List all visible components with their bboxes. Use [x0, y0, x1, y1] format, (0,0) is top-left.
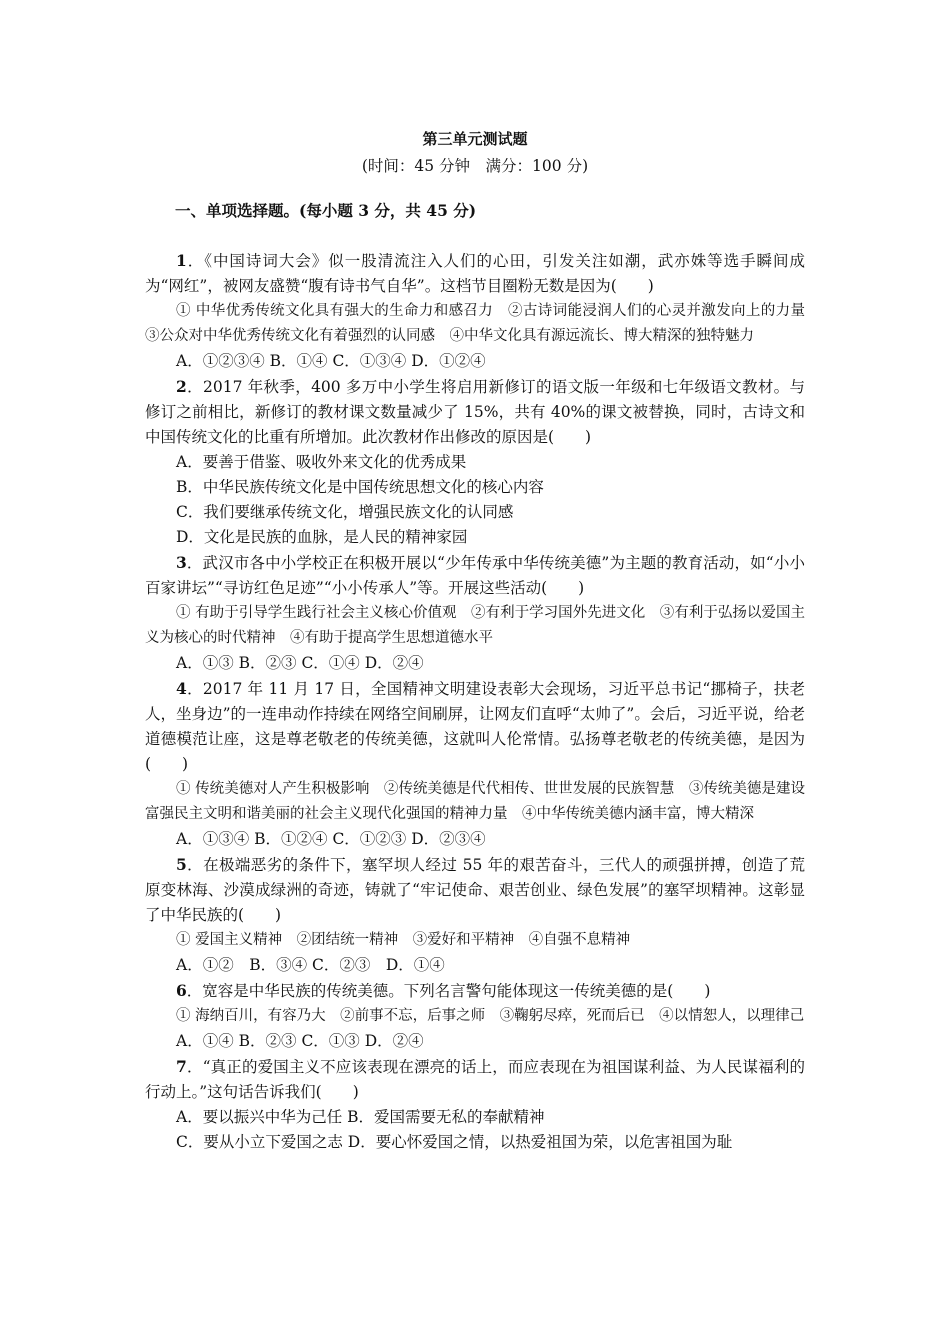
question-2	[145, 374, 805, 550]
question-number: 1	[176, 251, 187, 270]
answer-option-d: D．文化是民族的血脉，是人民的精神家园	[176, 528, 468, 546]
question-number: 3	[176, 553, 187, 572]
question-number: 6	[176, 981, 187, 1000]
answer-options: A．①②③④ B．①④ C．①③④ D．①②④	[176, 352, 486, 370]
answer-option-b: B．中华民族传统文化是中国传统思想文化的核心内容	[176, 478, 544, 496]
answer-options: A．①③④ B．①②④ C．①②③ D．②③④	[176, 830, 486, 848]
answer-option-c: C．我们要继承传统文化，增强民族文化的认同感	[176, 503, 514, 521]
question-4	[145, 676, 805, 852]
answer-options-cd: C．要从小立下爱国之志 D．要心怀爱国之情，以热爱祖国为荣，以危害祖国为耻	[176, 1133, 733, 1151]
answer-options: A．①③ B．②③ C．①④ D．②④	[176, 654, 424, 672]
answer-options: A．①④ B．②③ C．①③ D．②④	[176, 1032, 424, 1050]
question-items: ① 传统美德对人产生积极影响 ②传统美德是代代相传、世世发展的民族智慧 ③传统美德是建设富强民主文明和谐美丽的社会主义现代化强国的精神力量 ④中华传统美德内涵丰富，博大精深	[145, 781, 805, 822]
answer-options: A．①② B．③④ C．②③ D．①④	[176, 956, 445, 974]
question-stem: 5．在极端恶劣的条件下，塞罕坝人经过 55 年的艰苦奋斗，三代人的顽强拼搏，创造了荒原变林海、沙漠成绿洲的奇迹，铸就了“牢记使命、艰苦创业、绿色发展”的塞罕坝精神。这彰显了中华民族的( )	[145, 855, 805, 924]
section-heading: 一、单项选择题。(每小题 3 分，共 45 分)	[175, 201, 477, 220]
question-7	[145, 1054, 805, 1155]
question-stem: 2．2017 年秋季，400 多万中小学生将启用新修订的语文版一年级和七年级语文教材。与修订之前相比，新修订的教材课文数量减少了 15%，共有 40%的课文被替换，同时，古诗文和中国传统文化的比重有所增加。此次教材作出修改的原因是( )	[145, 377, 805, 446]
question-6	[145, 978, 805, 1054]
question-number: 5	[176, 855, 187, 874]
question-items: ① 中华优秀传统文化具有强大的生命力和感召力 ②古诗词能浸润人们的心灵并激发向上的力量 ③公众对中华优秀传统文化有着强烈的认同感 ④中华文化具有源远流长、博大精深的独特魅力	[145, 303, 820, 344]
answer-option-a: A．要善于借鉴、吸收外来文化的优秀成果	[176, 453, 467, 471]
answer-options-ab: A．要以振兴中华为己任 B．爱国需要无私的奉献精神	[176, 1108, 545, 1126]
question-number: 7	[176, 1057, 187, 1076]
question-items: ① 爱国主义精神 ②团结统一精神 ③爱好和平精神 ④自强不息精神	[176, 932, 631, 948]
page-title: 第三单元测试题	[422, 130, 528, 148]
question-stem: 3．武汉市各中小学校正在积极开展以“少年传承中华传统美德”为主题的教育活动，如“小小百家讲坛”“寻访红色足迹”“小小传承人”等。开展这些活动( )	[145, 553, 805, 597]
question-3	[145, 550, 805, 676]
exam-page	[145, 120, 820, 1155]
question-stem: 6．宽容是中华民族的传统美德。下列名言警句能体现这一传统美德的是( )	[176, 981, 711, 1000]
question-stem: 7．“真正的爱国主义不应该表现在漂亮的话上，而应表现在为祖国谋利益、为人民谋福利的行动上。”这句话告诉我们( )	[145, 1057, 805, 1101]
question-1	[145, 248, 820, 374]
exam-info: (时间：45 分钟 满分：100 分)	[361, 157, 589, 175]
question-stem: 4．2017 年 11 月 17 日，全国精神文明建设表彰大会现场，习近平总书记“挪椅子，扶老人，坐身边”的一连串动作持续在网络空间刷屏，让网友们直呼“太帅了”。会后，习近平说，给老道德模范让座，这是尊老敬老的传统美德，这就叫人伦常情。弘扬尊老敬老的传统美德，是因为( )	[145, 679, 805, 773]
question-5	[145, 852, 805, 978]
question-number: 4	[176, 679, 187, 698]
question-items: ① 有助于引导学生践行社会主义核心价值观 ②有利于学习国外先进文化 ③有利于弘扬以爱国主义为核心的时代精神 ④有助于提高学生思想道德水平	[145, 605, 805, 646]
question-number: 2	[176, 377, 187, 396]
question-stem: 1．《中国诗词大会》似一股清流注入人们的心田，引发关注如潮，武亦姝等选手瞬间成为“网红”，被网友盛赞“腹有诗书气自华”。这档节目圈粉无数是因为( )	[145, 251, 805, 295]
question-items: ① 海纳百川，有容乃大 ②前事不忘，后事之师 ③鞠躬尽瘁，死而后已 ④以情恕人，以理律己	[176, 1008, 805, 1024]
